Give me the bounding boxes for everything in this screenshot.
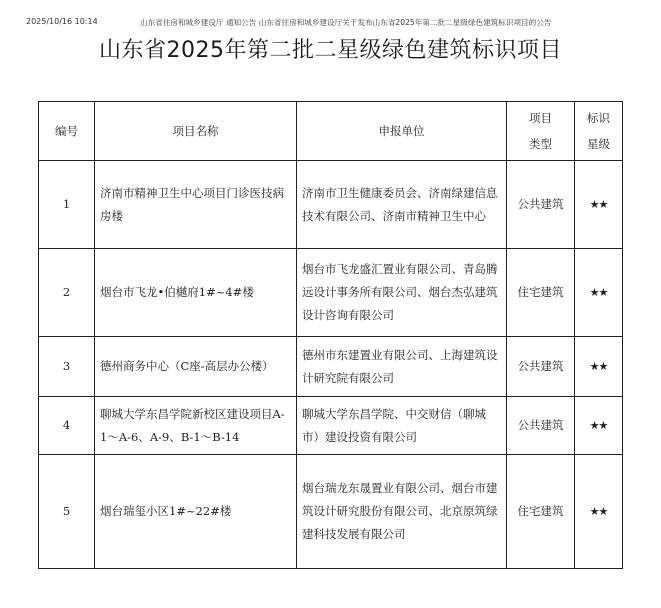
table-body: [39, 161, 623, 569]
table-row: [39, 455, 623, 569]
cell-applicant: 济南市卫生健康委员会、济南绿建信息技术有限公司、济南市精神卫生中心: [297, 161, 507, 249]
header-project-type: [507, 102, 575, 161]
header-project-name: 项目名称: [95, 102, 297, 161]
cell-project-type: 公共建筑: [507, 337, 575, 397]
cell-project-name: 聊城大学东昌学院新校区建设项目A-1～A-6、A-9、B-1～B-14: [95, 397, 297, 455]
cell-star-rating: ★★: [575, 455, 623, 569]
cell-applicant: 德州市东建置业有限公司、上海建筑设计研究院有限公司: [297, 337, 507, 397]
cell-project-name: 济南市精神卫生中心项目门诊医技病房楼: [95, 161, 297, 249]
cell-star-rating: ★★: [575, 397, 623, 455]
print-source-title: 山东省住房和城乡建设厅 通知公告 山东省住房和城乡建设厅关于发布山东省2025年第二批二星级绿色建筑标识项目的公告: [140, 18, 552, 27]
header-applicant: 申报单位: [297, 102, 507, 161]
table-row: [39, 249, 623, 337]
cell-project-type: 住宅建筑: [507, 249, 575, 337]
print-header: [0, 17, 661, 31]
table-row: [39, 337, 623, 397]
cell-star-rating: ★★: [575, 249, 623, 337]
document-title: 山东省2025年第二批二星级绿色建筑标识项目: [99, 38, 562, 63]
header-rating: [575, 102, 623, 161]
cell-star-rating: ★★: [575, 337, 623, 397]
cell-project-type: 公共建筑: [507, 161, 575, 249]
table-header: [39, 102, 623, 161]
cell-number: 5: [39, 455, 95, 569]
table-row: [39, 397, 623, 455]
header-rating-line2: 星级: [587, 137, 610, 151]
cell-project-type: 住宅建筑: [507, 455, 575, 569]
header-project-type-line2: 类型: [529, 137, 552, 151]
table-header-row: [39, 102, 623, 161]
cell-applicant: 烟台市飞龙盛汇置业有限公司、青岛腾远设计事务所有限公司、烟台杰弘建筑设计咨询有限公司: [297, 249, 507, 337]
cell-project-name: 烟台瑞玺小区1#~22#楼: [95, 455, 297, 569]
cell-applicant: 烟台瑞龙东晟置业有限公司、烟台市建筑设计研究股份有限公司、北京原筑绿建科技发展有限公司: [297, 455, 507, 569]
cell-number: 4: [39, 397, 95, 455]
header-number: 编号: [39, 102, 95, 161]
cell-applicant: 聊城大学东昌学院、中交财信（聊城市）建设投资有限公司: [297, 397, 507, 455]
projects-table: [38, 101, 623, 569]
cell-project-type: 公共建筑: [507, 397, 575, 455]
cell-number: 1: [39, 161, 95, 249]
cell-project-name: 德州商务中心（C座-高层办公楼）: [95, 337, 297, 397]
cell-number: 3: [39, 337, 95, 397]
print-date: 2025/10/16 10:14: [26, 17, 98, 26]
cell-project-name: 烟台市飞龙•伯樾府1#~4#楼: [95, 249, 297, 337]
cell-star-rating: ★★: [575, 161, 623, 249]
header-rating-line1: 标识: [587, 111, 610, 125]
cell-number: 2: [39, 249, 95, 337]
header-project-type-line1: 项目: [529, 111, 552, 125]
table-row: [39, 161, 623, 249]
